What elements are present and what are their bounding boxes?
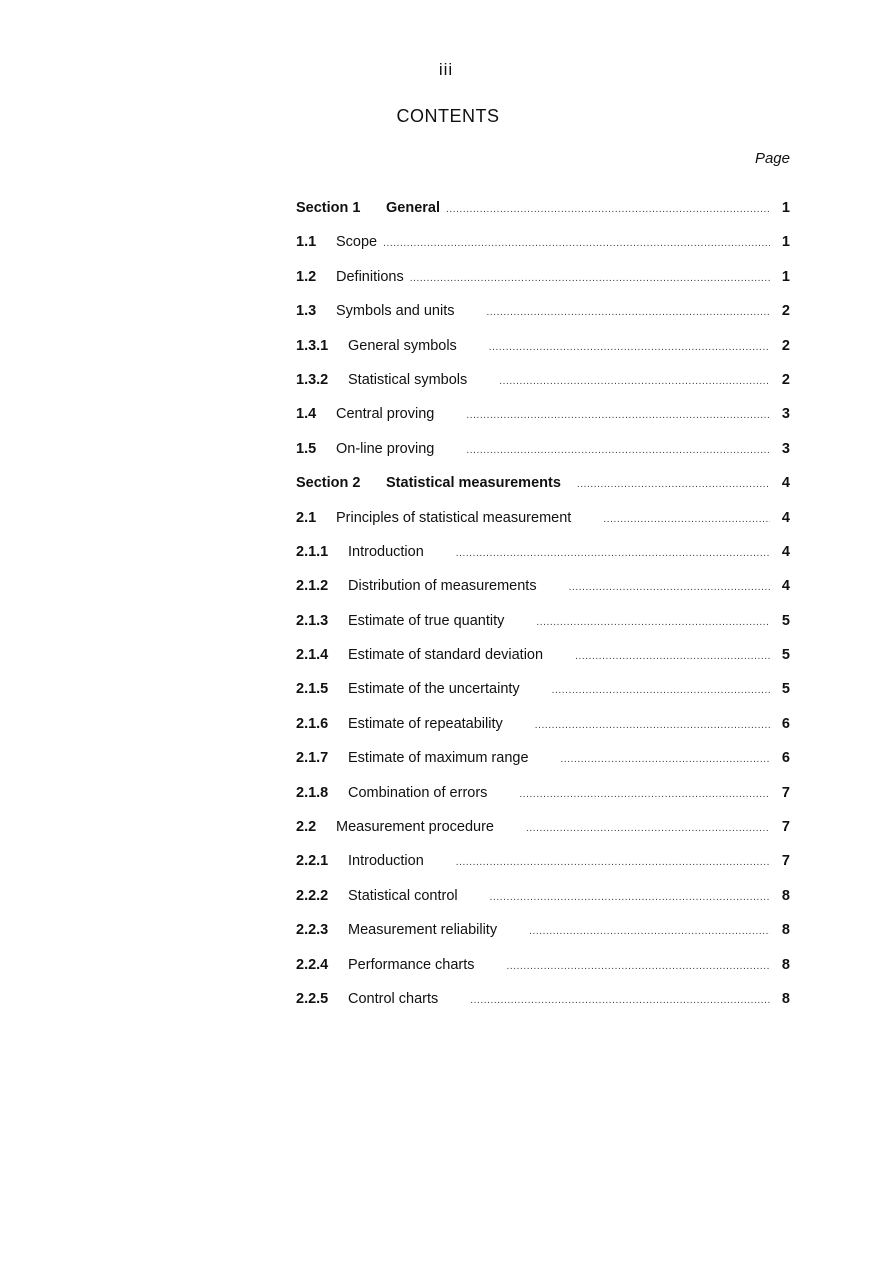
dot-leader [446, 204, 770, 215]
toc-entry[interactable] [296, 681, 790, 715]
toc-entry-title: General symbols [348, 337, 457, 354]
toc-entry-number: 2.2.5 [296, 990, 329, 1007]
toc-entry-page: 5 [781, 647, 790, 664]
toc-entry-page: 1 [781, 200, 790, 216]
toc-entry-number: 1.3.2 [296, 371, 329, 388]
toc-entry-title: Distribution of measurements [348, 578, 537, 595]
toc-entry[interactable] [296, 785, 790, 819]
toc-entry-page: 8 [781, 990, 790, 1007]
toc-entry-title: Principles of statistical measurement [336, 509, 572, 526]
toc-entry-page: 2 [781, 303, 790, 320]
toc-entry-page: 4 [781, 543, 790, 560]
toc-entry-page: 2 [781, 371, 790, 388]
toc-entry[interactable] [296, 647, 790, 681]
toc-entry[interactable] [296, 544, 790, 578]
toc-entry-number: 2.1 [296, 509, 317, 526]
toc-entry[interactable] [296, 303, 790, 337]
table-of-contents [296, 200, 790, 1025]
toc-entry-page: 4 [781, 509, 790, 526]
toc-entry-page: 3 [781, 406, 790, 423]
dot-leader [561, 754, 770, 765]
toc-entry[interactable] [296, 441, 790, 475]
toc-entry-number: 2.2.4 [296, 956, 329, 973]
toc-entry-number: 2.1.4 [296, 647, 329, 664]
dot-leader [577, 479, 770, 490]
page-title: CONTENTS [396, 106, 500, 126]
toc-entry[interactable] [296, 613, 790, 647]
dot-leader [529, 926, 770, 937]
toc-entry-title: Statistical control [348, 887, 458, 904]
toc-entry-title: Estimate of repeatability [348, 715, 503, 732]
toc-entry-page: 8 [781, 922, 790, 939]
dot-leader [569, 582, 770, 593]
page-number: iii [438, 60, 454, 79]
toc-entry-title: Estimate of maximum range [348, 750, 529, 767]
dot-leader [575, 651, 770, 662]
toc-entry-number: Section 1 [296, 200, 361, 216]
dot-leader [526, 823, 770, 834]
dot-leader [466, 410, 770, 421]
toc-entry-title: Performance charts [348, 956, 475, 973]
toc-entry[interactable] [296, 957, 790, 991]
dot-leader [486, 307, 770, 318]
toc-entry-number: 2.1.6 [296, 715, 329, 732]
toc-entry-number: 2.1.1 [296, 543, 329, 560]
dot-leader [490, 892, 770, 903]
dot-leader [499, 376, 770, 387]
toc-entry-number: 1.3 [296, 303, 317, 320]
toc-entry-number: 1.2 [296, 268, 317, 285]
toc-entry-title: Introduction [348, 543, 424, 560]
toc-entry-page: 4 [781, 475, 790, 492]
toc-entry[interactable] [296, 200, 790, 234]
toc-entry-title: Estimate of standard deviation [348, 647, 544, 664]
dot-leader [456, 857, 770, 868]
toc-entry-title: Scope [336, 234, 378, 251]
toc-entry-page: 8 [781, 887, 790, 904]
toc-entry-page: 6 [781, 715, 790, 732]
toc-entry[interactable] [296, 338, 790, 372]
toc-entry-page: 7 [781, 784, 790, 801]
toc-entry-page: 2 [781, 337, 790, 354]
dot-leader [410, 273, 770, 284]
toc-entry-title: Symbols and units [336, 303, 455, 320]
toc-entry-number: 1.5 [296, 440, 317, 457]
toc-entry[interactable] [296, 406, 790, 440]
toc-entry-title: Combination of errors [348, 784, 488, 801]
toc-entry-number: 2.1.7 [296, 750, 329, 767]
toc-entry[interactable] [296, 750, 790, 784]
toc-entry-title: Estimate of the uncertainty [348, 681, 520, 698]
toc-entry-page: 3 [781, 440, 790, 457]
toc-entry-page: 1 [781, 268, 790, 285]
toc-entry-number: 2.2 [296, 819, 317, 836]
toc-entry-title: Statistical symbols [348, 371, 468, 388]
dot-leader [456, 548, 770, 559]
toc-entry-page: 5 [781, 612, 790, 629]
dot-leader [383, 238, 770, 249]
toc-entry-number: 2.2.3 [296, 922, 329, 939]
toc-entry-page: 1 [781, 234, 790, 251]
dot-leader [489, 342, 770, 353]
toc-entry-number: Section 2 [296, 475, 361, 492]
toc-entry[interactable] [296, 269, 790, 303]
toc-entry-number: 1.1 [296, 234, 317, 251]
toc-entry-title: Definitions [336, 268, 404, 285]
dot-leader [507, 961, 770, 972]
toc-entry-title: General [386, 200, 440, 216]
toc-entry-title: Measurement reliability [348, 922, 498, 939]
toc-entry-page: 7 [781, 819, 790, 836]
toc-entry-number: 2.1.5 [296, 681, 329, 698]
toc-entry-number: 2.1.2 [296, 578, 329, 595]
toc-entry[interactable] [296, 819, 790, 853]
toc-entry-page: 4 [781, 578, 790, 595]
toc-entry-title: On-line proving [336, 440, 435, 457]
dot-leader [519, 789, 770, 800]
dot-leader [552, 685, 770, 696]
toc-entry-title: Statistical measurements [386, 475, 561, 492]
toc-entry[interactable] [296, 510, 790, 544]
toc-entry-number: 2.1.8 [296, 784, 329, 801]
dot-leader [603, 514, 770, 525]
toc-entry[interactable] [296, 922, 790, 956]
toc-entry[interactable] [296, 372, 790, 406]
toc-entry-number: 2.2.1 [296, 853, 329, 870]
toc-entry[interactable] [296, 578, 790, 612]
dot-leader [466, 445, 770, 456]
toc-entry-number: 2.1.3 [296, 612, 329, 629]
dot-leader [470, 995, 770, 1006]
toc-entry-page: 7 [781, 853, 790, 870]
toc-entry-title: Central proving [336, 406, 435, 423]
toc-entry-page: 6 [781, 750, 790, 767]
toc-entry-page: 5 [781, 681, 790, 698]
toc-entry[interactable] [296, 853, 790, 887]
toc-entry[interactable] [296, 234, 790, 268]
dot-leader [535, 720, 770, 731]
page-column-header: Page [754, 150, 790, 167]
toc-entry-number: 1.4 [296, 406, 317, 423]
toc-entry-title: Estimate of true quantity [348, 612, 505, 629]
toc-entry-page: 8 [781, 956, 790, 973]
toc-entry-number: 2.2.2 [296, 887, 329, 904]
toc-entry-title: Control charts [348, 990, 439, 1007]
dot-leader [536, 617, 770, 628]
toc-entry-title: Introduction [348, 853, 424, 870]
toc-entry-title: Measurement procedure [336, 819, 494, 836]
toc-entry[interactable] [296, 475, 790, 509]
toc-entry-number: 1.3.1 [296, 337, 329, 354]
toc-entry[interactable] [296, 888, 790, 922]
toc-entry[interactable] [296, 991, 790, 1025]
toc-entry[interactable] [296, 716, 790, 750]
